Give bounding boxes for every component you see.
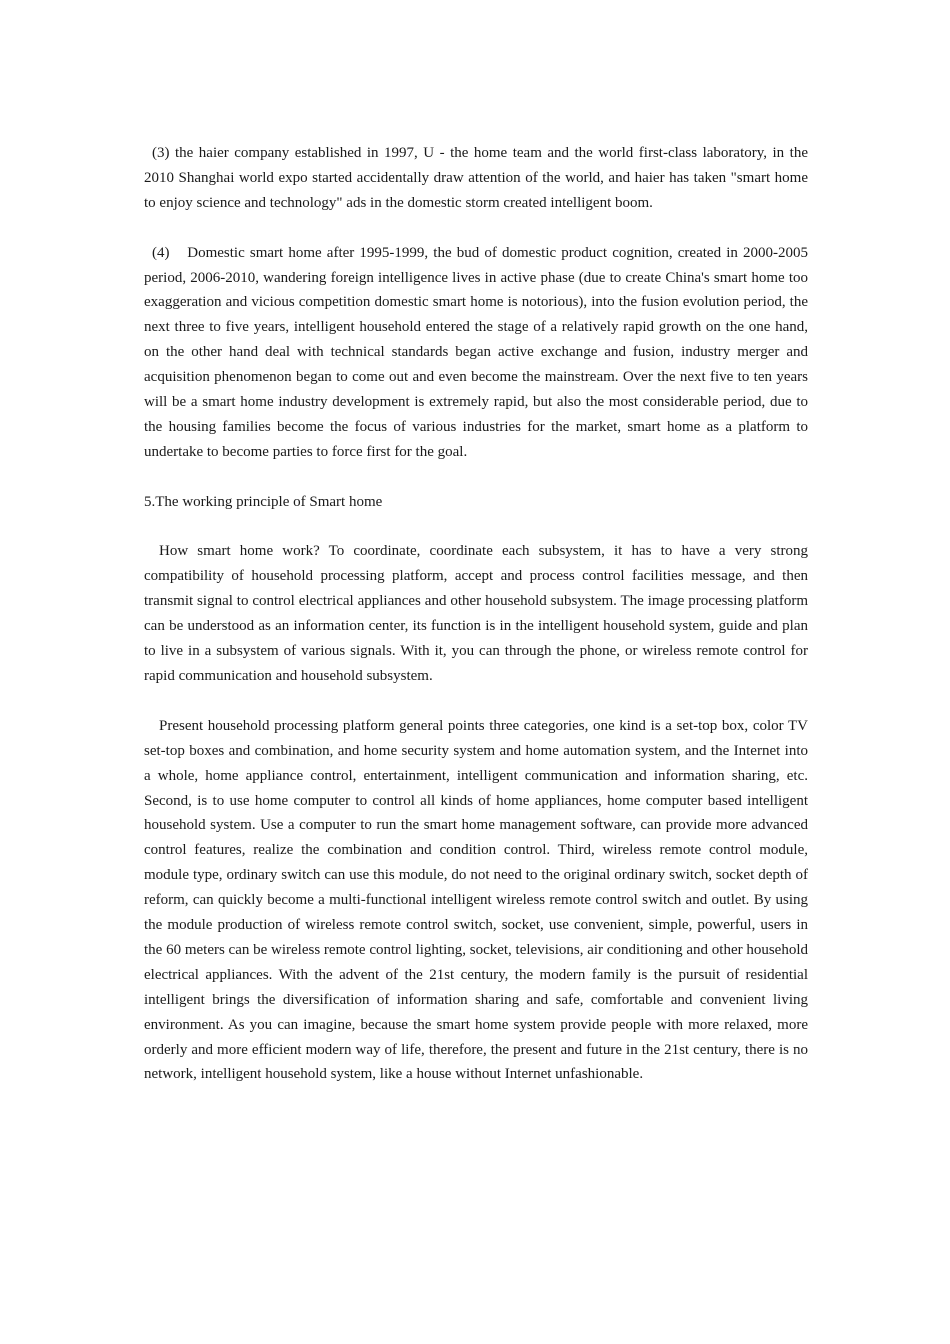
paragraph-spacer — [144, 465, 808, 490]
paragraph-domestic-smart-home: (4) Domestic smart home after 1995-1999, the bud of domestic product cognition, created in 2000-2005 period, 2006-2010, wandering foreign intelligence lives in active phase (due to create China's smart home too exaggeration and vicious competition domestic smart home is notorious), into the fusion evolution period, the next three to five years, intelligent household entered the stage of a relatively rapid growth on the one hand, on the other hand deal with technical standards began active exchange and fusion, industry merger and acquisition phenomenon began to come out and even become the mainstream. Over the next five to ten years will be a smart home industry development is extremely rapid, but also the most considerable period, due to the housing families become the focus of various industries for the market, smart home as a platform to undertake to become parties to force first for the goal. — [144, 244, 808, 460]
section-heading: 5.The working principle of Smart home — [144, 493, 383, 510]
document-page — [144, 141, 808, 1087]
paragraph-spacer — [144, 689, 808, 714]
paragraph-how-it-works: How smart home work? To coordinate, coordinate each subsystem, it has to have a very strong compatibility of household processing platform, accept and process control facilities message, and then transmit signal to control electrical appliances and other household subsystem. The image processing platform can be understood as an information center, its function is in the intelligent household system, guide and plan to live in a subsystem of various signals. With it, you can through the phone, or wireless remote control for rapid communication and household subsystem. — [144, 543, 808, 684]
paragraph-processing-platforms: Present household processing platform general points three categories, one kind is a set-top box, color TV set-top boxes and combination, and home security system and home automation system, and the Internet into a whole, home appliance control, entertainment, intelligent communication and information sharing, etc. Second, is to use home computer to control all kinds of home appliances, home computer based intelligent household system. Use a computer to run the smart home management software, can provide more advanced control features, realize the combination and condition control. Third, wireless remote control module, module type, ordinary switch can use this module, do not need to the original ordinary switch, socket depth of reform, can quickly become a multi-functional intelligent wireless remote control switch and outlet. By using the module production of wireless remote control switch, socket, use convenient, simple, powerful, users in the 60 meters can be wireless remote control lighting, socket, televisions, air conditioning and other household electrical appliances. With the advent of the 21st century, the modern family is the pursuit of residential intelligent brings the diversification of information sharing and safe, comfortable and convenient living environment. As you can imagine, because the smart home system provide people with more relaxed, more orderly and more efficient modern way of life, therefore, the present and future in the 21st century, there is no network, intelligent household system, like a house without Internet unfashionable. — [144, 717, 809, 1083]
paragraph-spacer — [144, 216, 808, 241]
paragraph-spacer — [144, 515, 808, 540]
paragraph-haier: (3) the haier company established in 1997, U - the home team and the world first-class laboratory, in the 2010 Shanghai world expo started accidentally draw attention of the world, and haier has taken "smart home to enjoy science and technology" ads in the domestic storm created intelligent boom. — [144, 145, 808, 211]
